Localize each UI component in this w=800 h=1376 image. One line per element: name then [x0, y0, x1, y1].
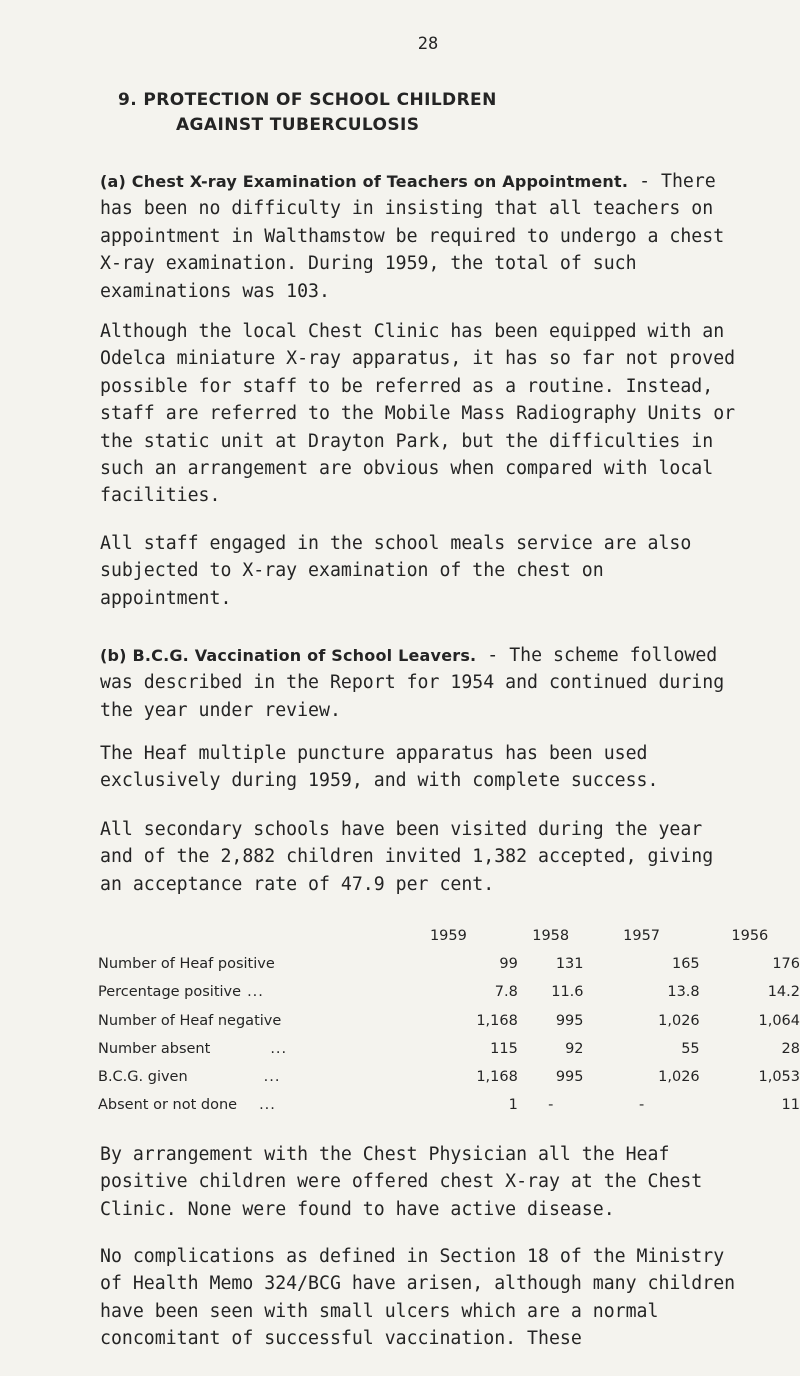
page-number: 28 — [417, 34, 439, 54]
table-row — [98, 1035, 800, 1063]
year-header: 1958 — [532, 928, 570, 945]
table-cell: 55 — [681, 1040, 700, 1057]
table-cell: 7.8 — [494, 984, 518, 1001]
leader-dots: ... — [259, 1097, 276, 1114]
table-cell: 1,026 — [658, 1012, 700, 1029]
leader-dots: ... — [270, 1040, 288, 1057]
table-cell: 99 — [499, 956, 518, 973]
paragraph-complications: No complications as defined in Section 18 of the Ministry of Health Memo 324/BCG have arisen, although many children have been seen with small ulcers which are a normal concomitant of successful vaccination. These — [100, 1246, 736, 1350]
row-label-text: Number absent — [98, 1040, 211, 1057]
paragraph-secondary-schools: All secondary schools have been visited during the year and of the 2,882 children invited 1,382 accepted, giving an acceptance rate of 47.9 per cent. — [100, 819, 714, 895]
table-cell: 28 — [781, 1040, 800, 1057]
row-label — [98, 1091, 379, 1119]
subsection-title-b: (b) B.C.G. Vaccination of School Leavers. — [100, 646, 477, 665]
table-cell: 1,053 — [758, 1069, 800, 1086]
year-header: 1957 — [623, 928, 661, 945]
row-label — [98, 1007, 379, 1035]
paragraph-school-meals: All staff engaged in the school meals service are also subjected to X-ray examination of the chest on appointment. — [100, 533, 692, 609]
row-label — [98, 1063, 379, 1091]
paragraph-chest-clinic: Although the local Chest Clinic has been equipped with an Odelca miniature X-ray apparatus, it has so far not proved possible for staff to be referred as a routine. Instead, staff are referred to the Mobile Mass Radiography Units or the static unit at Drayton Park, but the difficulties in such an arrangement are obvious when compared with local facilities. — [100, 321, 736, 507]
table-cell: 176 — [772, 956, 800, 973]
paragraph-bcg-vaccination-text: - The scheme followed was described in the Report for 1954 and continued during the year under review. — [100, 645, 725, 721]
table-cell: - — [548, 1097, 554, 1114]
table-header-empty — [98, 922, 379, 950]
table-cell: 131 — [555, 956, 584, 973]
row-label — [98, 950, 379, 978]
row-label-text: Number of Heaf negative — [98, 1012, 282, 1029]
paragraph-chest-physician: By arrangement with the Chest Physician all the Heaf positive children were offered chest X-ray at the Chest Clinic. None were found to have active disease. — [100, 1144, 703, 1220]
leader-dots: ... — [263, 1069, 281, 1086]
subsection-title-a: (a) Chest X-ray Examination of Teachers on Appointment. — [100, 172, 629, 191]
row-label-text: Percentage positive — [98, 984, 242, 1001]
table-cell: 1,168 — [476, 1012, 518, 1029]
paragraph-teachers-xray-text: - There has been no difficulty in insisting that all teachers on appointment in Walthamstow be required to undergo a chest X-ray examination. During 1959, the total of such examinations was 103. — [100, 171, 725, 302]
table-row — [98, 978, 800, 1006]
row-label — [98, 1035, 379, 1063]
table-cell: - — [638, 1097, 645, 1114]
table-row — [98, 1063, 800, 1091]
paragraph-heaf-apparatus: The Heaf multiple puncture apparatus has been used exclusively during 1959, and with complete success. — [100, 743, 659, 792]
paragraph-teachers-xray — [100, 168, 740, 305]
table-cell: 995 — [555, 1012, 584, 1029]
table-cell: 1 — [508, 1097, 518, 1114]
table-row — [98, 950, 800, 978]
table-cell: 92 — [565, 1040, 584, 1057]
table-cell: 1,064 — [758, 1012, 800, 1029]
row-label — [98, 978, 379, 1006]
table-cell: 11 — [781, 1097, 800, 1114]
table-cell: 1,168 — [476, 1069, 518, 1086]
table-cell: 995 — [555, 1069, 584, 1086]
heaf-statistics-table — [98, 922, 800, 1119]
table-cell: 165 — [671, 956, 700, 973]
year-header: 1956 — [731, 928, 769, 945]
row-label-text: Number of Heaf positive — [98, 956, 275, 973]
year-header: 1959 — [429, 928, 467, 945]
section-heading-continued: AGAINST TUBERCULOSIS — [176, 115, 420, 135]
table-cell: 1,026 — [658, 1069, 700, 1086]
paragraph-bcg-vaccination — [100, 642, 740, 724]
table-row — [98, 1007, 800, 1035]
table-cell: 13.8 — [667, 984, 700, 1001]
row-label-text: Absent or not done — [98, 1097, 238, 1114]
table-cell: 11.6 — [551, 984, 584, 1001]
table-cell: 14.2 — [767, 984, 800, 1001]
table-row — [98, 1091, 800, 1119]
table-header-row — [98, 922, 800, 950]
row-label-text: B.C.G. given — [98, 1069, 188, 1086]
table-cell: 115 — [490, 1040, 518, 1057]
section-heading: 9. PROTECTION OF SCHOOL CHILDREN — [118, 90, 497, 110]
leader-dots: ... — [247, 984, 264, 1001]
